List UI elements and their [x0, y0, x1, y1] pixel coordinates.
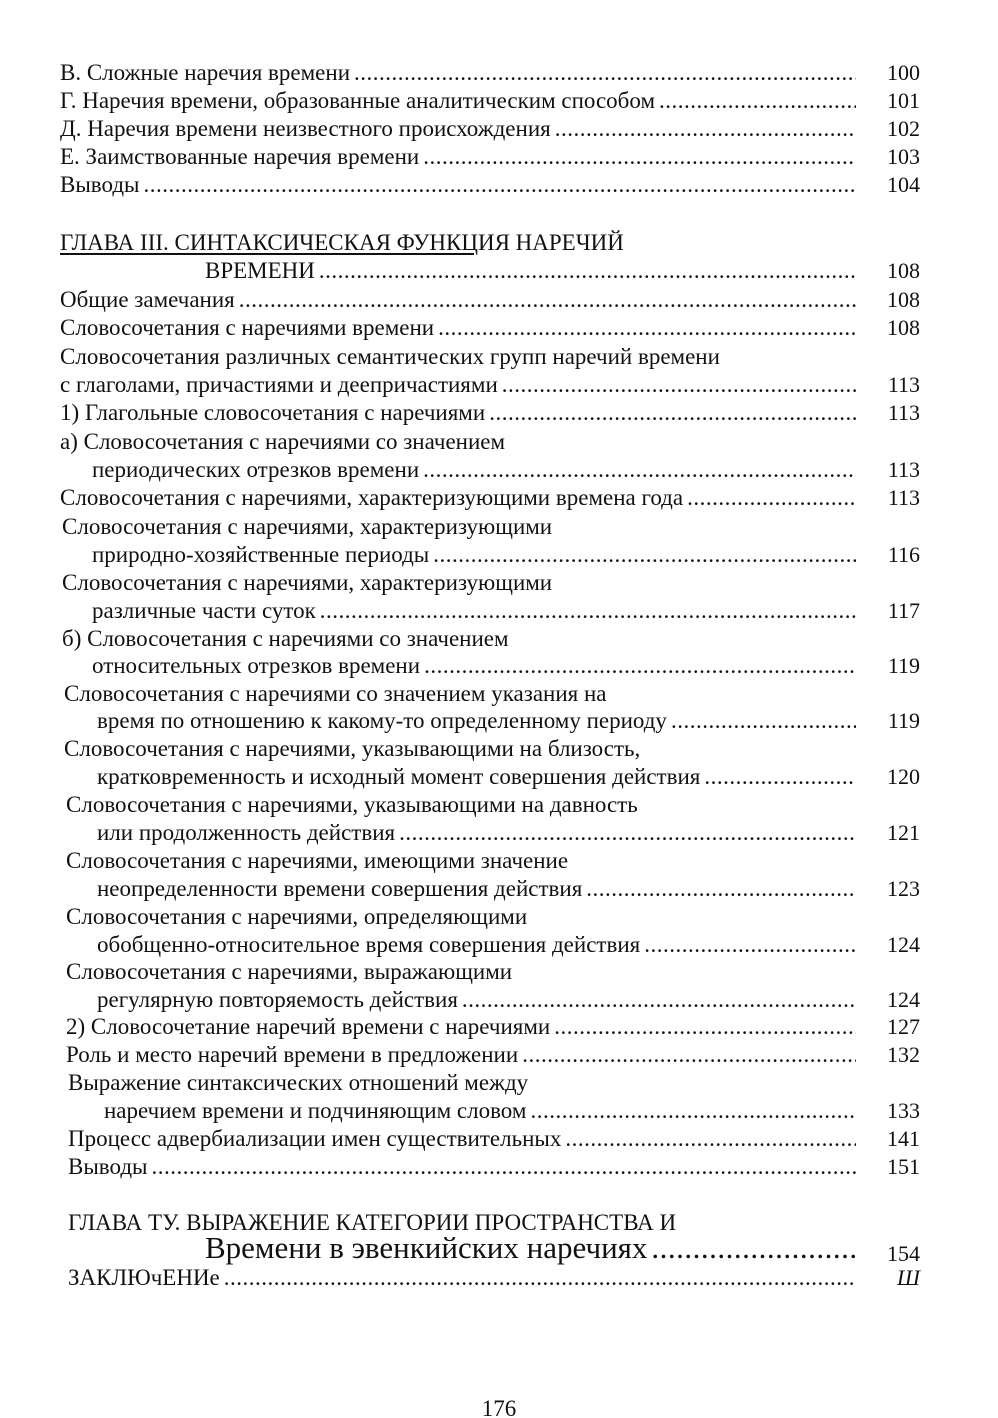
dot-leader: [320, 597, 856, 625]
toc-entry-title: В. Сложные наречия времени: [60, 60, 351, 85]
toc-entry-title: Общие замечания: [60, 287, 235, 312]
toc-entry-title: Выводы: [60, 172, 140, 197]
toc-page-number: 113: [887, 457, 920, 482]
toc-entry: [205, 1230, 858, 1265]
dot-leader: [462, 986, 856, 1014]
toc-page-number: 133: [887, 1098, 920, 1123]
toc-page-number: 119: [887, 653, 920, 678]
dot-leader: [555, 115, 856, 143]
toc-entry-title: ГЛАВА III. СИНТАКСИЧЕСКАЯ ФУНКЦ: [60, 230, 478, 255]
toc-page-number: 113: [887, 400, 920, 425]
toc-entry-title: кратковременность и исходный момент совершения действия: [97, 764, 701, 789]
toc-entry-title-cont: ИЯ НАРЕЧИЙ: [477, 230, 624, 255]
dot-leader: [554, 1013, 856, 1041]
toc-entry: [68, 1069, 528, 1097]
toc-entry-title: с глаголами, причастиями и деепричастиями: [60, 372, 498, 397]
toc-entry-title: Д. Наречия времени неизвестного происхождения: [60, 116, 551, 141]
toc-entry-title: Словосочетания с наречиями, определяющими: [66, 904, 528, 929]
dot-leader: [565, 1125, 856, 1153]
toc-entry-title: время по отношению к какому-то определенному периоду: [97, 708, 667, 733]
toc-page-number: 108: [887, 315, 920, 340]
toc-entry: [60, 343, 720, 371]
toc-page-number: 116: [887, 542, 920, 567]
toc-entry-title: Словосочетания с наречиями, имеющими значение: [66, 848, 569, 873]
toc-entry: [66, 903, 527, 931]
page-number: 176: [481, 1396, 517, 1418]
toc-entry-title: 1) Глагольные словосочетания с наречиями: [60, 400, 486, 425]
toc-entry: [97, 707, 858, 735]
toc-entry: [97, 931, 858, 959]
toc-entry-title: Процесс адвербиализации имен существительных: [68, 1126, 562, 1151]
dot-leader: [152, 1153, 857, 1181]
toc-entry: [66, 1041, 858, 1069]
toc-entry: [92, 597, 858, 625]
toc-page-number: 141: [887, 1126, 920, 1151]
toc-entry: [60, 59, 858, 87]
dot-leader: [644, 931, 856, 959]
toc-entry-title: различные части суток: [92, 598, 316, 623]
toc-page-number: 113: [887, 485, 920, 510]
dot-leader: [424, 652, 856, 680]
toc-entry-title: Словосочетания различных семантических групп наречий времени: [60, 344, 720, 369]
toc-page-number: 124: [887, 987, 920, 1012]
toc-entry-title: неопределенности времени совершения действия: [97, 876, 583, 901]
dot-leader: [522, 1041, 856, 1069]
toc-page-number: 108: [887, 287, 920, 312]
toc-entry: [68, 1125, 858, 1153]
toc-entry: [60, 286, 858, 314]
toc-page-number: 154: [887, 1241, 920, 1266]
toc-entry: [66, 847, 568, 875]
toc-entry-title: Словосочетания с наречиями, характеризующими: [62, 514, 553, 539]
toc-entry: [60, 371, 858, 399]
toc-page-number: 102: [887, 116, 920, 141]
toc-entry-title: Словосочетания с наречиями времени: [60, 315, 435, 340]
toc-entry-title: природно-хозяйственные периоды: [92, 542, 430, 567]
toc-page-number: 120: [887, 764, 920, 789]
dot-leader: [433, 541, 856, 569]
toc-entry: [60, 229, 624, 257]
toc-entry-title: обобщенно-относительное время совершения действия: [97, 932, 641, 957]
toc-entry: [68, 1264, 858, 1292]
dot-leader: [489, 399, 856, 427]
toc-entry-title: 2) Словосочетание наречий времени с наречиями: [66, 1014, 551, 1039]
dot-leader: [659, 87, 856, 115]
toc-entry-title: Словосочетания с наречиями, характеризующими: [62, 570, 553, 595]
toc-entry-title: Словосочетания с наречиями, характеризующими времена года: [60, 485, 684, 510]
toc-entry-title: Г. Наречия времени, образованные аналитическим способом: [60, 88, 656, 113]
toc-entry-title: а) Словосочетания с наречиями со значением: [60, 429, 506, 454]
toc-entry-title: Роль и место наречий времени в предложении: [66, 1042, 519, 1067]
toc-entry: [97, 763, 858, 791]
toc-entry-title: регулярную повторяемость действия: [97, 987, 458, 1012]
toc-entry-title: Словосочетания с наречиями, указывающими на давность: [66, 792, 638, 817]
dot-leader: [586, 875, 856, 903]
toc-page-number: 101: [887, 88, 920, 113]
dot-leader: [687, 484, 856, 512]
toc-entry: [60, 484, 858, 512]
toc-entry: [62, 625, 509, 653]
toc-entry: [60, 87, 858, 115]
toc-entry: [104, 1097, 858, 1125]
toc-entry-title: Словосочетания с наречиями, указывающими на близость,: [64, 736, 641, 761]
toc-entry: [60, 171, 858, 199]
toc-entry-title: Выводы: [68, 1154, 148, 1179]
toc-page-number: 104: [887, 172, 920, 197]
toc-entry-title: наречием времени и подчиняющим словом: [104, 1098, 527, 1123]
toc-entry: [97, 875, 858, 903]
toc-entry: [97, 819, 858, 847]
toc-entry: [64, 680, 607, 708]
dot-leader: [671, 707, 856, 735]
toc-entry: [60, 314, 858, 342]
toc-page-number: 100: [887, 60, 920, 85]
toc-entry-title: ВРЕМЕНИ: [205, 258, 315, 283]
dot-leader: [144, 171, 857, 199]
toc-page-number: 124: [887, 932, 920, 957]
toc-entry-title: Времени в эвенкийских наречиях: [205, 1230, 648, 1265]
dot-leader: [224, 1264, 856, 1292]
dot-leader: [502, 371, 856, 399]
toc-entry: [66, 1013, 858, 1041]
toc-page-number: 132: [887, 1042, 920, 1067]
toc-page-number: 108: [887, 258, 920, 283]
toc-page-number: 121: [887, 820, 920, 845]
toc-entry-title: или продолженность действия: [97, 820, 396, 845]
toc-entry: [68, 1153, 858, 1181]
dot-leader: [319, 257, 856, 285]
toc-entry-title: Словосочетания с наречиями со значением указания на: [64, 681, 607, 706]
toc-entry: [97, 986, 858, 1014]
toc-entry: [66, 958, 512, 986]
toc-entry: [60, 428, 505, 456]
dot-leader: [239, 286, 856, 314]
dot-leader: [704, 763, 856, 791]
toc-page-number: 117: [887, 598, 920, 623]
dot-leader: [399, 819, 856, 847]
toc-entry-title: Словосочетания с наречиями, выражающими: [66, 959, 513, 984]
toc-entry: [205, 257, 858, 285]
toc-entry: [66, 791, 638, 819]
toc-entry: [62, 569, 552, 597]
dot-leader: [530, 1097, 856, 1125]
toc-entry: [92, 652, 858, 680]
toc-page-number: 103: [887, 144, 920, 169]
toc-entry-title: Е. Заимствованные наречия времени: [60, 144, 420, 169]
toc-page-number: 123: [887, 876, 920, 901]
toc-entry-title: ЗАКЛЮчЕНИе: [68, 1265, 220, 1290]
toc-entry-title: периодических отрезков времени: [92, 457, 420, 482]
toc-entry: [92, 541, 858, 569]
dot-leader: [651, 1234, 856, 1262]
dot-leader: [438, 314, 856, 342]
toc-entry-title: относительных отрезков времени: [92, 653, 421, 678]
dot-leader: [423, 456, 856, 484]
toc-entry: [60, 399, 858, 427]
toc-entry: [60, 115, 858, 143]
toc-page-number: Ш: [897, 1265, 920, 1290]
toc-page-number: 127: [887, 1014, 920, 1039]
toc-entry-title: Выражение синтаксических отношений между: [68, 1070, 529, 1095]
toc-page-number: 119: [887, 708, 920, 733]
toc-entry: [60, 143, 858, 171]
toc-entry: [62, 513, 552, 541]
toc-entry-title: ГЛАВА ТУ. ВЫРАЖЕНИЕ КАТЕГОРИИ ПРОСТРАНСТВА И: [68, 1210, 677, 1235]
toc-page-number: 113: [887, 372, 920, 397]
toc-entry-title: б) Словосочетания с наречиями со значением: [62, 626, 509, 651]
toc-entry: [64, 735, 640, 763]
dot-leader: [423, 143, 856, 171]
toc-entry: [92, 456, 858, 484]
dot-leader: [354, 59, 856, 87]
toc-page-number: 151: [887, 1154, 920, 1179]
